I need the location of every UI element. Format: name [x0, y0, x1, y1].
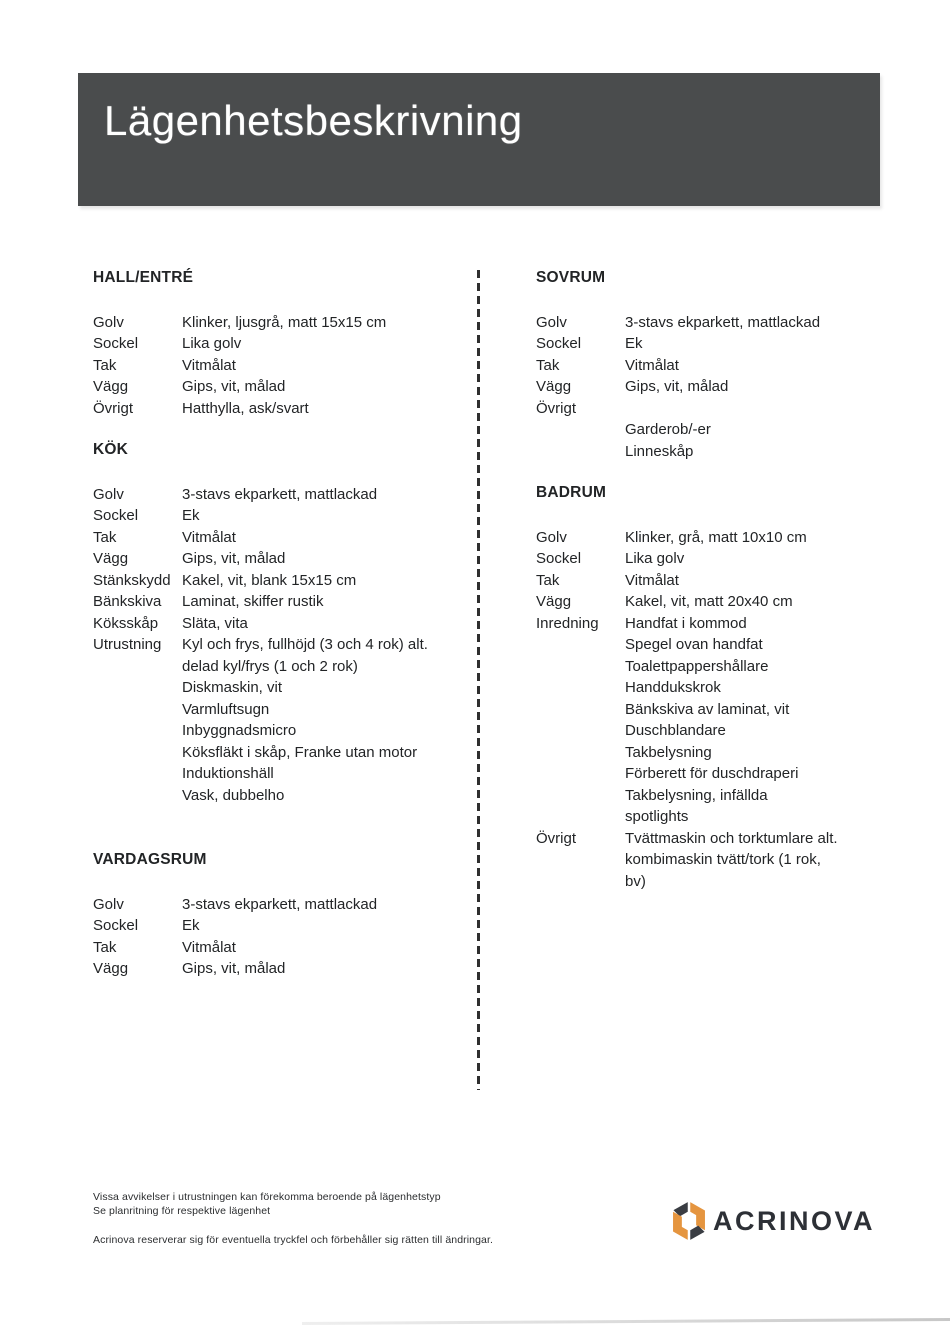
spec-label: Köksskåp: [93, 614, 159, 632]
spec-value-line: Gips, vit, målad: [625, 378, 729, 395]
spec-value: [182, 484, 465, 506]
spec-value-line: Tvättmaskin och torktumlare alt.: [625, 829, 838, 847]
spec-row: [536, 355, 916, 377]
spec-value: [625, 591, 916, 613]
spec-row: [536, 613, 916, 828]
page-title: Lägenhetsbeskrivning: [104, 97, 523, 144]
spec-label: Inredning: [536, 614, 599, 632]
spec-row: [93, 894, 465, 916]
spec-row: [536, 312, 916, 334]
spec-label: Tak: [93, 528, 117, 546]
scan-artifact-line: [302, 1318, 950, 1324]
dashed-column-divider: [477, 270, 480, 1090]
spec-value-line: Ek: [625, 335, 643, 352]
spec-value: [625, 398, 916, 463]
spec-row: [93, 312, 465, 334]
spec-value-line: Diskmaskin, vit: [182, 679, 283, 696]
spec-row: [93, 613, 465, 635]
spec-row: [93, 915, 465, 937]
spec-value: [182, 591, 465, 613]
spec-label: Vägg: [536, 378, 572, 395]
spec-value-line: Släta, vita: [182, 614, 248, 632]
footer-disclaimer: [93, 1190, 493, 1247]
spec-value-line: Vask, dubbelho: [182, 786, 285, 804]
spec-value: [182, 333, 465, 355]
spec-value: [182, 958, 465, 980]
spec-value: [625, 548, 916, 570]
spec-label: Tak: [536, 571, 560, 589]
spec-label: Sockel: [536, 550, 582, 567]
spec-value-line: Klinker, ljusgrå, matt 15x15 cm: [182, 313, 387, 331]
spec-value-line: Ek: [182, 507, 200, 524]
spec-row: [93, 398, 465, 420]
spec-value-line: Vitmålat: [182, 938, 236, 956]
spec-value: [625, 570, 916, 592]
spec-row: [536, 548, 916, 570]
room-section: [536, 267, 916, 462]
spec-label: Golv: [536, 528, 567, 546]
spec-row: [93, 570, 465, 592]
spec-label: Stänkskydd: [93, 571, 171, 589]
spec-label: Vägg: [536, 593, 572, 610]
spec-value-line: Vitmålat: [625, 356, 679, 374]
spec-label: Utrustning: [93, 636, 162, 653]
spec-value-line: Ek: [182, 917, 200, 934]
spec-value-line: delad kyl/frys (1 och 2 rok): [182, 657, 358, 675]
spec-value: [625, 376, 916, 398]
spec-row: [93, 958, 465, 980]
spec-value: [625, 613, 916, 828]
spec-label: Tak: [93, 938, 117, 956]
spec-value-line: Vitmålat: [625, 571, 679, 589]
spec-value: [625, 333, 916, 355]
spec-label: Golv: [93, 313, 124, 331]
spec-value-line: Takbelysning: [625, 743, 712, 761]
spec-label: Vägg: [93, 960, 129, 977]
disclaimer-line: Se planritning för respektive lägenhet: [93, 1205, 271, 1217]
spec-label: Sockel: [536, 335, 582, 352]
spec-row: [536, 570, 916, 592]
spec-value: [182, 527, 465, 549]
spec-label: Vägg: [93, 550, 129, 567]
spec-value-line: Gips, vit, målad: [182, 960, 286, 977]
spec-value-line: Inbyggnadsmicro: [182, 722, 297, 739]
spec-row: [536, 828, 916, 893]
title-banner: [78, 73, 880, 206]
spec-value-line: Bänkskiva av laminat, vit: [625, 700, 790, 718]
spec-value-line: Förberett för duschdraperi: [625, 765, 799, 782]
disclaimer-line: Vissa avvikelser i utrustningen kan förekomma beroende på lägenhetstyp: [93, 1191, 441, 1203]
spec-row: [93, 484, 465, 506]
spec-value-line: Köksfläkt i skåp, Franke utan motor: [182, 743, 418, 761]
spec-row: [536, 591, 916, 613]
spec-label: Golv: [93, 895, 124, 913]
spec-value-line: Vitmålat: [182, 528, 236, 546]
spec-label: Övrigt: [93, 399, 134, 417]
spec-value: [182, 398, 465, 420]
spec-value-line: spotlights: [625, 808, 689, 825]
spec-row: [93, 527, 465, 549]
spec-value: [182, 634, 465, 806]
spec-value-line: Handdukskrok: [625, 679, 721, 696]
section-title: KÖK: [93, 441, 129, 458]
spec-row: [536, 376, 916, 398]
spec-value: [182, 355, 465, 377]
spec-value: [182, 376, 465, 398]
acrinova-logo-text: ACRINOVA: [713, 1205, 876, 1236]
spec-value-line: Kakel, vit, matt 20x40 cm: [625, 593, 793, 610]
spec-value-line: Klinker, grå, matt 10x10 cm: [625, 528, 807, 546]
spec-value-line: Garderob/-er: [625, 421, 711, 438]
spec-row: [93, 937, 465, 959]
spec-value: [182, 570, 465, 592]
spec-label: Tak: [536, 356, 560, 374]
spec-value-line: Lika golv: [182, 335, 242, 352]
spec-label: Tak: [93, 356, 117, 374]
spec-row: [93, 591, 465, 613]
spec-row: [93, 634, 465, 806]
room-section: [93, 267, 465, 419]
spec-value-line: Toalettpappershållare: [625, 657, 769, 675]
spec-value-line: bv): [625, 872, 646, 890]
room-section: [536, 482, 916, 892]
section-title: SOVRUM: [536, 269, 606, 286]
spec-value-line: Linneskåp: [625, 442, 694, 460]
spec-value: [182, 548, 465, 570]
spec-value: [625, 355, 916, 377]
spec-label: Sockel: [93, 917, 139, 934]
acrinova-logo: [668, 1198, 875, 1244]
spec-value-line: Gips, vit, målad: [182, 378, 286, 395]
spec-value-line: Spegel ovan handfat: [625, 636, 763, 653]
spec-value: [625, 312, 916, 334]
spec-label: Bänkskiva: [93, 593, 162, 610]
spec-value-line: 3-stavs ekparkett, mattlackad: [182, 485, 378, 503]
spec-value: [182, 937, 465, 959]
right-column: [536, 267, 916, 892]
spec-value-line: [625, 398, 916, 420]
spec-row: [536, 527, 916, 549]
spec-value-line: Varmluftsugn: [182, 700, 270, 718]
spec-label: Övrigt: [536, 399, 577, 417]
spec-value: [182, 915, 465, 937]
left-column: [93, 267, 465, 980]
spec-label: Vägg: [93, 378, 129, 395]
spec-value-line: Handfat i kommod: [625, 614, 747, 632]
reservation-line: Acrinova reserverar sig för eventuella tryckfel och förbehåller sig rätten till ändringar.: [93, 1234, 494, 1246]
spec-value: [182, 894, 465, 916]
section-title: VARDAGSRUM: [93, 851, 207, 868]
spec-value-line: Vitmålat: [182, 356, 236, 374]
spec-label: Golv: [536, 313, 567, 331]
spec-row: [536, 398, 916, 463]
section-title: BADRUM: [536, 484, 607, 501]
room-section: [93, 439, 465, 806]
spec-label: Sockel: [93, 507, 139, 524]
spec-value: [625, 828, 916, 893]
spec-label: Sockel: [93, 335, 139, 352]
spec-value-line: kombimaskin tvätt/tork (1 rok,: [625, 851, 821, 868]
spec-row: [536, 333, 916, 355]
spec-value-line: Lika golv: [625, 550, 685, 567]
spec-value-line: Induktionshäll: [182, 765, 274, 782]
spec-value: [182, 312, 465, 334]
section-title: HALL/ENTRÉ: [93, 269, 194, 286]
spec-value-line: Duschblandare: [625, 722, 726, 739]
spec-value: [182, 613, 465, 635]
room-section: [93, 849, 465, 980]
spec-value-line: Laminat, skiffer rustik: [182, 593, 324, 610]
spec-value-line: 3-stavs ekparkett, mattlackad: [182, 895, 378, 913]
spec-value: [625, 527, 916, 549]
spec-row: [93, 548, 465, 570]
spec-value-line: Kyl och frys, fullhöjd (3 och 4 rok) alt.: [182, 636, 428, 653]
spec-value: [182, 505, 465, 527]
spec-row: [93, 333, 465, 355]
spec-value-line: Takbelysning, infällda: [625, 786, 768, 804]
spec-row: [93, 355, 465, 377]
spec-value-line: Hatthylla, ask/svart: [182, 399, 309, 417]
spec-value-line: Kakel, vit, blank 15x15 cm: [182, 571, 357, 589]
spec-value-line: 3-stavs ekparkett, mattlackad: [625, 313, 821, 331]
spec-value-line: Gips, vit, målad: [182, 550, 286, 567]
spec-label: Golv: [93, 485, 124, 503]
spec-label: Övrigt: [536, 829, 577, 847]
spec-row: [93, 505, 465, 527]
acrinova-hexagon-icon: [668, 1198, 710, 1244]
spec-row: [93, 376, 465, 398]
